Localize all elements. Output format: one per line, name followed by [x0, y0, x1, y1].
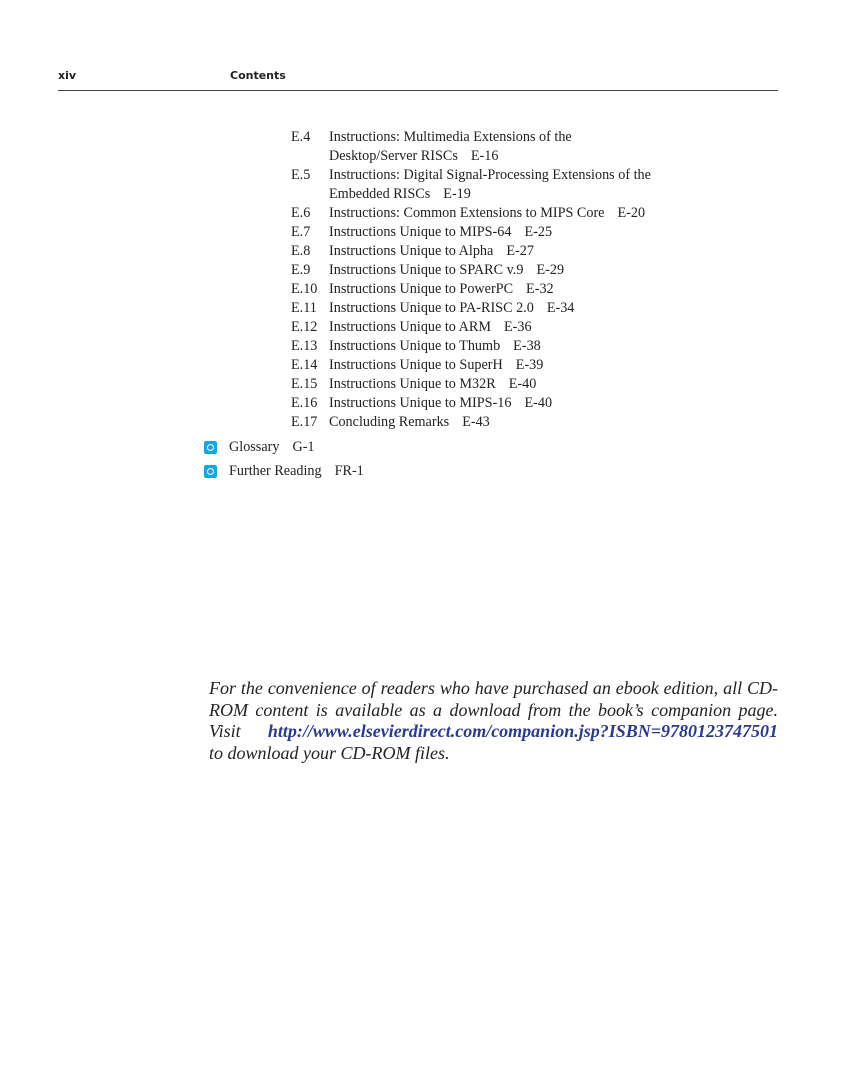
page-reference: E-38	[513, 338, 541, 354]
companion-link[interactable]: http://www.elsevierdirect.com/companion.jsp?ISBN=9780123747501	[267, 721, 778, 741]
section-number: E.14	[291, 357, 318, 373]
section-title: Instructions Unique to MIPS-64	[329, 224, 512, 240]
toc-entries	[0, 128, 864, 432]
section-number: E.13	[291, 338, 318, 354]
page-reference: E-27	[506, 243, 534, 259]
page-reference: E-32	[526, 281, 554, 297]
page-reference: E-20	[617, 205, 646, 221]
page-reference: E-16	[470, 148, 499, 164]
toc-entry[interactable]	[0, 394, 864, 413]
section-title-cont: Embedded RISCs	[329, 186, 431, 202]
toc-entry[interactable]	[0, 280, 864, 299]
page-reference: E-39	[515, 357, 544, 373]
section-title: Instructions Unique to Thumb	[329, 338, 501, 354]
section-number: E.4	[291, 129, 311, 145]
toc-entry[interactable]	[0, 337, 864, 356]
toc-entry[interactable]	[0, 261, 864, 280]
toc-entry[interactable]	[0, 318, 864, 337]
toc-entry[interactable]	[0, 166, 864, 204]
ebook-note-paragraph	[209, 678, 778, 764]
table-of-contents	[0, 128, 864, 481]
section-title: Instructions: Common Extensions to MIPS Core	[329, 205, 605, 221]
page-reference: E-29	[536, 262, 565, 278]
page-reference: FR-1	[334, 463, 364, 479]
section-title: Instructions Unique to SPARC v.9	[329, 262, 524, 278]
chapter-title: Further Reading	[229, 463, 322, 479]
page-reference: E-19	[443, 186, 471, 202]
page-reference: E-36	[503, 319, 532, 335]
page-reference: E-43	[462, 414, 490, 430]
section-number: E.6	[291, 205, 311, 221]
section-title: Instructions Unique to MIPS-16	[329, 395, 512, 411]
section-number: E.17	[291, 414, 318, 430]
note-text: For the convenience of readers who have purchased an ebook edition, all CD-ROM content is available as a download from the book’s companion page. Visit	[209, 678, 778, 741]
toc-entry[interactable]	[0, 413, 864, 432]
toc-entry[interactable]	[0, 299, 864, 318]
running-title: Contents	[230, 69, 286, 82]
section-title: Instructions Unique to SuperH	[329, 357, 503, 373]
section-title: Instructions Unique to PowerPC	[329, 281, 514, 297]
toc-entry[interactable]	[0, 356, 864, 375]
section-number: E.15	[291, 376, 318, 392]
section-title-cont: Desktop/Server RISCs	[329, 148, 458, 164]
section-title: Instructions Unique to ARM	[329, 319, 491, 335]
section-title: Instructions: Multimedia Extensions of the	[329, 129, 572, 145]
ebook-note	[209, 678, 778, 764]
section-title: Instructions Unique to Alpha	[329, 243, 494, 259]
running-header	[58, 66, 778, 91]
toc-entry[interactable]	[0, 204, 864, 223]
toc-entry-glossary[interactable]	[0, 438, 864, 457]
section-number: E.8	[291, 243, 311, 259]
section-number: E.16	[291, 395, 318, 411]
section-number: E.10	[291, 281, 318, 297]
toc-entry[interactable]	[0, 128, 864, 166]
section-number: E.5	[291, 167, 311, 183]
toc-entry[interactable]	[0, 223, 864, 242]
chapter-title: Glossary	[229, 439, 280, 455]
section-title: Concluding Remarks	[329, 414, 450, 430]
cd-icon	[204, 441, 217, 454]
page-reference: E-34	[546, 300, 575, 316]
page-reference: E-40	[524, 395, 553, 411]
page-number: xiv	[58, 69, 77, 82]
section-number: E.9	[291, 262, 311, 278]
cd-icon	[204, 465, 217, 478]
section-title: Instructions: Digital Signal-Processing Extensions of the	[329, 167, 651, 183]
toc-entry[interactable]	[0, 242, 864, 261]
note-text-end: to download your CD-ROM files.	[209, 742, 450, 763]
section-number: E.11	[291, 300, 317, 316]
toc-entry-further-reading[interactable]	[0, 462, 864, 481]
toc-entry[interactable]	[0, 375, 864, 394]
section-number: E.12	[291, 319, 318, 335]
page-reference: E-40	[508, 376, 537, 392]
page-reference: G-1	[292, 439, 315, 455]
page-reference: E-25	[524, 224, 553, 240]
section-title: Instructions Unique to M32R	[329, 376, 496, 392]
section-number: E.7	[291, 224, 311, 240]
section-title: Instructions Unique to PA-RISC 2.0	[329, 300, 534, 316]
